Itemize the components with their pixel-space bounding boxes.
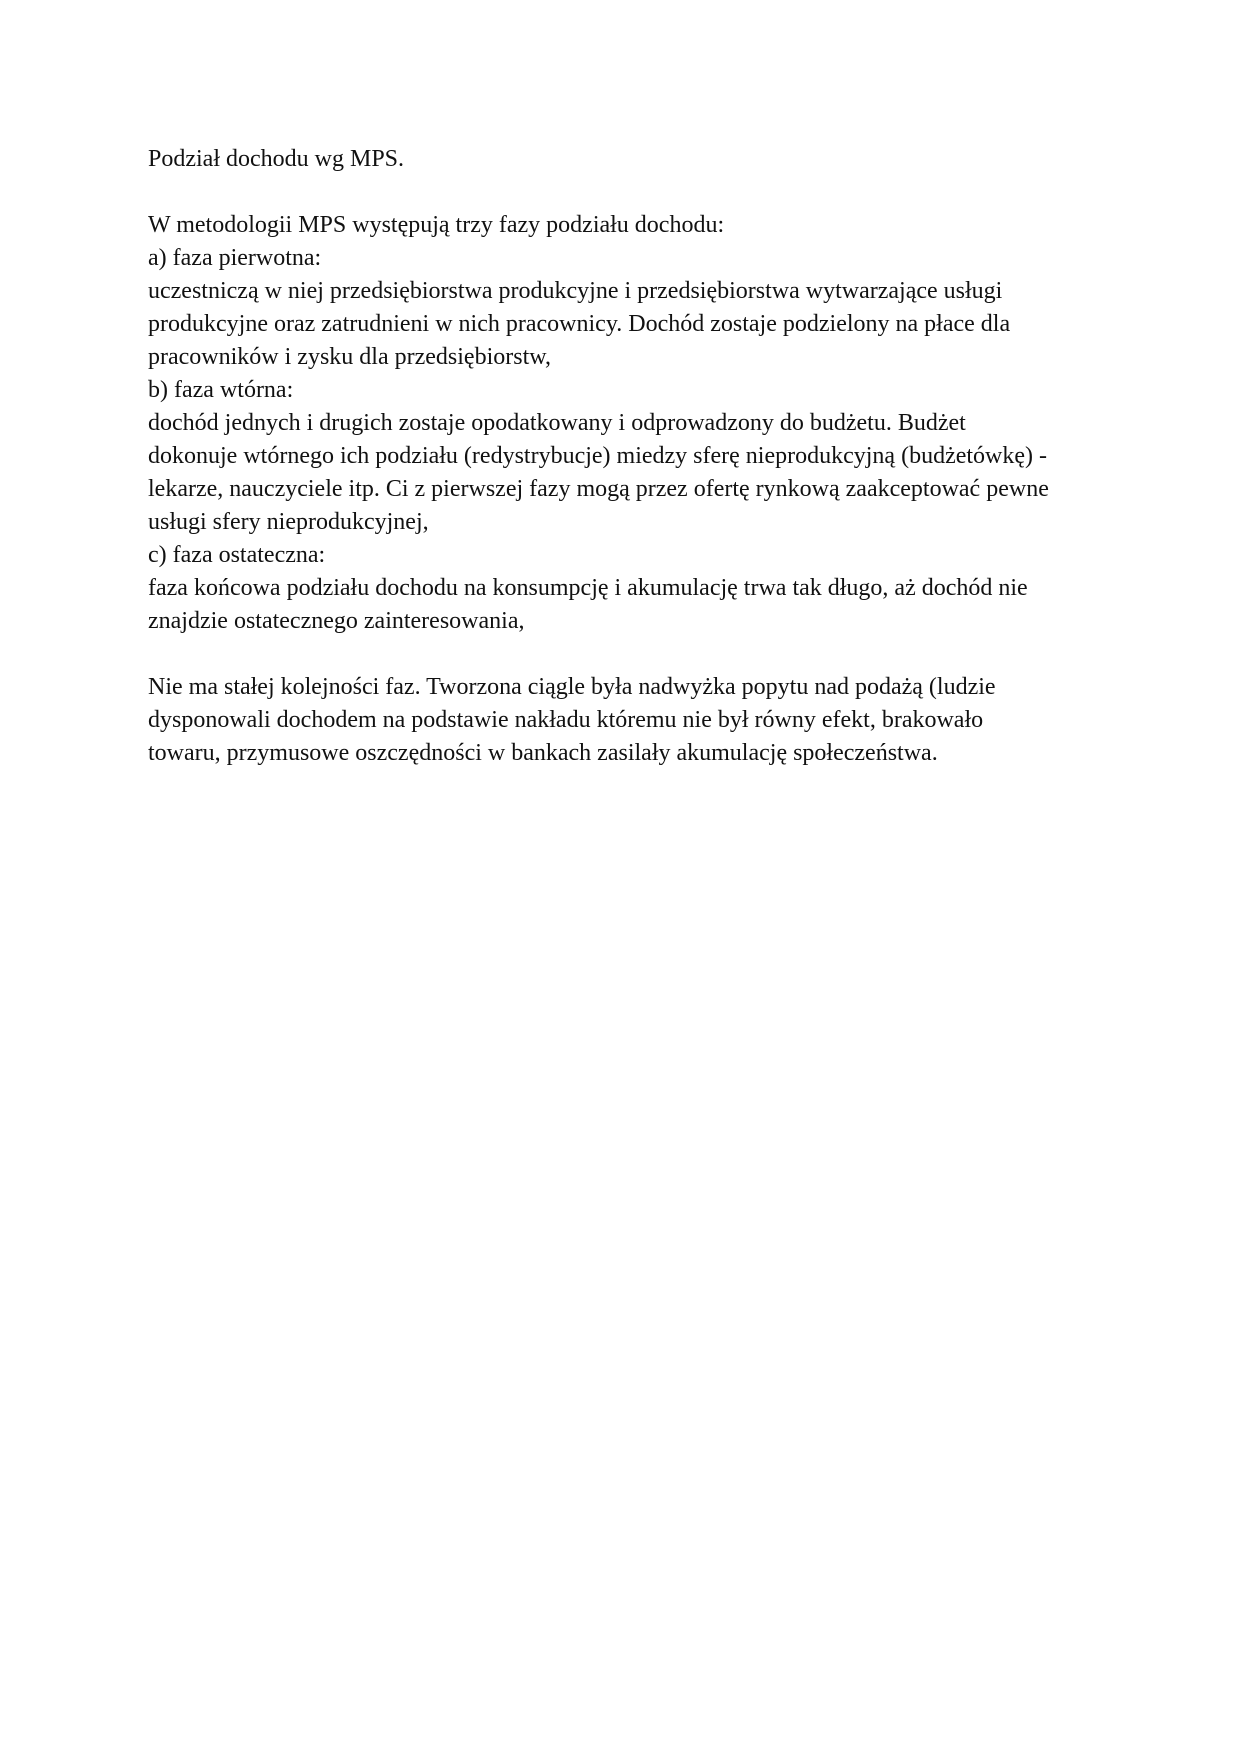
phase-b-line-2: dokonuje wtórnego ich podziału (redystrybucje) miedzy sferę nieprodukcyjną (budżetówkę) - [148, 443, 1048, 469]
phase-b-line-3: lekarze, nauczyciele itp. Ci z pierwszej fazy mogą przez ofertę rynkową zaakceptować pewne [148, 476, 1049, 502]
phase-a-heading: a) faza pierwotna: [148, 245, 322, 271]
closing-line-1: Nie ma stałej kolejności faz. Tworzona ciągle była nadwyżka popytu nad podażą (ludzie [148, 674, 996, 700]
paragraph-gap [148, 638, 1108, 671]
phase-b-line-4: usługi sfery nieprodukcyjnej, [148, 509, 429, 535]
phase-b-heading: b) faza wtórna: [148, 377, 294, 403]
phase-a-line-2: produkcyjne oraz zatrudnieni w nich pracownicy. Dochód zostaje podzielony na płace dla [148, 311, 1011, 337]
phase-c-line-2: znajdzie ostatecznego zainteresowania, [148, 608, 525, 634]
phase-c-heading: c) faza ostateczna: [148, 542, 326, 568]
phase-b-line-1: dochód jednych i drugich zostaje opodatkowany i odprowadzony do budżetu. Budżet [148, 410, 966, 436]
document-title: Podział dochodu wg MPS. [148, 146, 405, 172]
closing-line-3: towaru, przymusowe oszczędności w bankach zasilały akumulację społeczeństwa. [148, 740, 938, 766]
closing-line-2: dysponowali dochodem na podstawie nakładu któremu nie był równy efekt, brakowało [148, 707, 984, 733]
phase-a-line-3: pracowników i zysku dla przedsiębiorstw, [148, 344, 552, 370]
phase-c-line-1: faza końcowa podziału dochodu na konsumpcję i akumulację trwa tak długo, aż dochód nie [148, 575, 1028, 601]
document-body [148, 143, 1108, 770]
intro-text: W metodologii MPS występują trzy fazy podziału dochodu: [148, 212, 725, 238]
phase-a-line-1: uczestniczą w niej przedsiębiorstwa produkcyjne i przedsiębiorstwa wytwarzające usługi [148, 278, 1003, 304]
paragraph-gap [148, 176, 1108, 209]
